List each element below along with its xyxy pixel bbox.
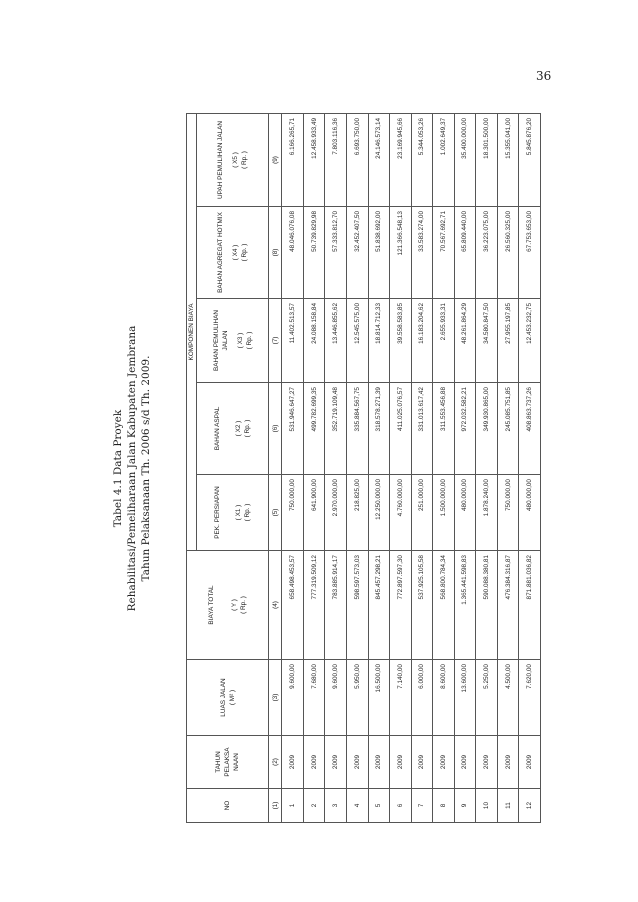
value-cell: 39.558.583,85 bbox=[390, 299, 412, 383]
table-row bbox=[497, 113, 519, 822]
value-cell: 476.384.316,87 bbox=[497, 551, 519, 660]
index-cell: (6) bbox=[269, 383, 282, 475]
row-number-cell: 2 bbox=[303, 789, 325, 823]
value-cell: 1.878.240,00 bbox=[476, 475, 498, 551]
value-cell: 777.319.509,12 bbox=[303, 551, 325, 660]
value-cell: 50.739.829,98 bbox=[303, 207, 325, 299]
header-x2-label: BAHAN ASPAL bbox=[214, 406, 221, 451]
project-data-table bbox=[186, 113, 541, 823]
caption-subtitle: Rehabilitasi/Pemeliharaan Jalan Kabupaten Jembrana bbox=[126, 325, 138, 612]
value-cell: 18.301.500,00 bbox=[476, 113, 498, 206]
value-cell: 972.032.582,21 bbox=[454, 383, 476, 475]
value-cell: 411.025.076,57 bbox=[390, 383, 412, 475]
value-cell: 845.457.298,21 bbox=[368, 551, 390, 660]
row-number-cell: 8 bbox=[433, 789, 455, 823]
value-cell: 7.620,00 bbox=[519, 660, 541, 736]
header-x5 bbox=[197, 113, 269, 206]
value-cell: 750.000,00 bbox=[497, 475, 519, 551]
row-number-cell: 12 bbox=[519, 789, 541, 823]
year-cell: 2009 bbox=[497, 736, 519, 789]
caption-period: Tahun Pelaksanaan Th. 2006 s/d Th. 2009. bbox=[140, 355, 152, 582]
value-cell: 7.680,00 bbox=[303, 660, 325, 736]
value-cell: 783.885.914,17 bbox=[325, 551, 347, 660]
value-cell: 5.250,00 bbox=[476, 660, 498, 736]
value-cell: 480.000,00 bbox=[454, 475, 476, 551]
header-x5-label: UPAH PEMULIHAN JALAN bbox=[217, 120, 224, 199]
year-cell: 2009 bbox=[325, 736, 347, 789]
value-cell: 590.088.380,81 bbox=[476, 551, 498, 660]
value-cell: 568.800.784,34 bbox=[433, 551, 455, 660]
table-row bbox=[476, 113, 498, 822]
value-cell: 9.600,00 bbox=[325, 660, 347, 736]
year-cell: 2009 bbox=[368, 736, 390, 789]
row-number-cell: 11 bbox=[497, 789, 519, 823]
header-x2-symbol: ( X2 ) bbox=[235, 420, 242, 437]
row-number-cell: 9 bbox=[454, 789, 476, 823]
caption-title: Tabel 4.1 Data Proyek bbox=[112, 409, 124, 528]
header-luas-jalan bbox=[187, 660, 269, 736]
value-cell: 537.925.105,58 bbox=[411, 551, 433, 660]
value-cell: 12.545.575,00 bbox=[346, 299, 368, 383]
table-row bbox=[411, 113, 433, 822]
value-cell: 772.897.597,30 bbox=[390, 551, 412, 660]
value-cell: 750.000,00 bbox=[282, 475, 304, 551]
header-biaya-unit: ( Rp. ) bbox=[240, 596, 247, 614]
header-luas-label: LUAS JALAN bbox=[219, 678, 227, 717]
value-cell: 48.046.076,08 bbox=[282, 207, 304, 299]
year-cell: 2009 bbox=[390, 736, 412, 789]
value-cell: 15.355.041,00 bbox=[497, 113, 519, 206]
table-row bbox=[519, 113, 541, 822]
header-x3 bbox=[197, 299, 269, 383]
header-no: NO bbox=[187, 789, 269, 823]
year-cell: 2009 bbox=[282, 736, 304, 789]
value-cell: 24.088.158,84 bbox=[303, 299, 325, 383]
table-body bbox=[269, 113, 541, 822]
year-cell: 2009 bbox=[303, 736, 325, 789]
index-cell: (3) bbox=[269, 660, 282, 736]
value-cell: 658.498.453,57 bbox=[282, 551, 304, 660]
year-cell: 2009 bbox=[519, 736, 541, 789]
value-cell: 598.597.573,03 bbox=[346, 551, 368, 660]
table-row bbox=[390, 113, 412, 822]
index-cell: (7) bbox=[269, 299, 282, 383]
value-cell: 5.344.053,26 bbox=[411, 113, 433, 206]
value-cell: 349.930.865,00 bbox=[476, 383, 498, 475]
table-row bbox=[303, 113, 325, 822]
value-cell: 871.881.036,82 bbox=[519, 551, 541, 660]
value-cell: 9.600,00 bbox=[282, 660, 304, 736]
header-x1-unit: ( Rp. ) bbox=[244, 503, 251, 522]
value-cell: 641.900,00 bbox=[303, 475, 325, 551]
value-cell: 4.500,00 bbox=[497, 660, 519, 736]
table-row bbox=[368, 113, 390, 822]
value-cell: 12.458.933,49 bbox=[303, 113, 325, 206]
header-x3-symbol: ( X3 ) bbox=[236, 332, 244, 349]
header-x3-label: BAHAN PEMULIHAN JALAN bbox=[212, 309, 229, 372]
table-caption bbox=[111, 114, 153, 823]
value-cell: 218.825,00 bbox=[346, 475, 368, 551]
index-cell: (4) bbox=[269, 551, 282, 660]
value-cell: 16.500,00 bbox=[368, 660, 390, 736]
header-x5-symbol: ( X5 ) bbox=[232, 152, 239, 168]
value-cell: 36.223.075,00 bbox=[476, 207, 498, 299]
row-number-cell: 1 bbox=[282, 789, 304, 823]
header-x5-unit: ( Rp. ) bbox=[241, 151, 248, 169]
header-x1 bbox=[197, 475, 269, 551]
value-cell: 35.400.000,00 bbox=[454, 113, 476, 206]
index-cell: (2) bbox=[269, 736, 282, 789]
value-cell: 499.782.699,35 bbox=[303, 383, 325, 475]
row-number-cell: 7 bbox=[411, 789, 433, 823]
value-cell: 18.814.712,33 bbox=[368, 299, 390, 383]
value-cell: 5.845.876,20 bbox=[519, 113, 541, 206]
value-cell: 70.567.692,71 bbox=[433, 207, 455, 299]
value-cell: 245.085.751,85 bbox=[497, 383, 519, 475]
value-cell: 7.803.116,36 bbox=[325, 113, 347, 206]
header-x4 bbox=[197, 207, 269, 299]
value-cell: 408.863.737,26 bbox=[519, 383, 541, 475]
value-cell: 1.002.649,37 bbox=[433, 113, 455, 206]
header-biaya-symbol: ( Y ) bbox=[231, 599, 238, 611]
header-x4-symbol: ( X4 ) bbox=[232, 244, 239, 261]
value-cell: 6.693.750,00 bbox=[346, 113, 368, 206]
rotated-table-block bbox=[111, 114, 543, 823]
header-x4-label: BAHAN AGREGAT HOTMIX bbox=[217, 212, 224, 293]
table-row bbox=[325, 113, 347, 822]
value-cell: 34.580.847,50 bbox=[476, 299, 498, 383]
index-cell: (1) bbox=[269, 789, 282, 823]
value-cell: 12.453.232,75 bbox=[519, 299, 541, 383]
year-cell: 2009 bbox=[476, 736, 498, 789]
value-cell: 480.000,00 bbox=[519, 475, 541, 551]
value-cell: 1.500.000,00 bbox=[433, 475, 455, 551]
index-cell: (5) bbox=[269, 475, 282, 551]
value-cell: 7.140,00 bbox=[390, 660, 412, 736]
value-cell: 6.166.265,71 bbox=[282, 113, 304, 206]
value-cell: 6.000,00 bbox=[411, 660, 433, 736]
header-x2 bbox=[197, 383, 269, 475]
value-cell: 1.365.441.598,83 bbox=[454, 551, 476, 660]
index-cell: (9) bbox=[269, 113, 282, 206]
table-row bbox=[282, 113, 304, 822]
value-cell: 352.719.109,48 bbox=[325, 383, 347, 475]
value-cell: 2.970.000,00 bbox=[325, 475, 347, 551]
value-cell: 67.753.653,00 bbox=[519, 207, 541, 299]
year-cell: 2009 bbox=[454, 736, 476, 789]
row-number-cell: 5 bbox=[368, 789, 390, 823]
value-cell: 2.655.933,31 bbox=[433, 299, 455, 383]
header-tahun: TAHUN PELAKSA NAAN bbox=[187, 736, 269, 789]
value-cell: 251.000,00 bbox=[411, 475, 433, 551]
value-cell: 12.250.000,00 bbox=[368, 475, 390, 551]
value-cell: 335.884.567,75 bbox=[346, 383, 368, 475]
row-number-cell: 4 bbox=[346, 789, 368, 823]
header-biaya-total bbox=[187, 551, 269, 660]
value-cell: 32.452.407,50 bbox=[346, 207, 368, 299]
value-cell: 51.838.692,00 bbox=[368, 207, 390, 299]
page-number: 36 bbox=[536, 69, 552, 83]
table-row bbox=[433, 113, 455, 822]
value-cell: 24.146.573,14 bbox=[368, 113, 390, 206]
header-x3-unit: ( Rp. ) bbox=[245, 331, 253, 350]
header-x1-symbol: ( X1 ) bbox=[235, 504, 242, 521]
value-cell: 318.578.271,39 bbox=[368, 383, 390, 475]
header-x2-unit: ( Rp. ) bbox=[244, 419, 251, 438]
value-cell: 311.553.456,88 bbox=[433, 383, 455, 475]
value-cell: 5.950,00 bbox=[346, 660, 368, 736]
header-x4-unit: ( Rp. ) bbox=[241, 243, 248, 262]
index-cell: (8) bbox=[269, 207, 282, 299]
value-cell: 27.955.197,85 bbox=[497, 299, 519, 383]
value-cell: 11.402.513,57 bbox=[282, 299, 304, 383]
header-komponen-biaya: KOMPONEN BIAYA bbox=[187, 113, 197, 550]
table-row bbox=[346, 113, 368, 822]
header-biaya-label: BIAYA TOTAL bbox=[208, 585, 215, 625]
column-index-row bbox=[269, 113, 282, 822]
row-number-cell: 6 bbox=[390, 789, 412, 823]
value-cell: 4.760.000,00 bbox=[390, 475, 412, 551]
value-cell: 13.600,00 bbox=[454, 660, 476, 736]
value-cell: 331.013.617,42 bbox=[411, 383, 433, 475]
row-number-cell: 10 bbox=[476, 789, 498, 823]
table-row bbox=[454, 113, 476, 822]
value-cell: 8.600,00 bbox=[433, 660, 455, 736]
value-cell: 33.583.274,00 bbox=[411, 207, 433, 299]
year-cell: 2009 bbox=[346, 736, 368, 789]
value-cell: 531.946.647,27 bbox=[282, 383, 304, 475]
value-cell: 13.446.855,62 bbox=[325, 299, 347, 383]
value-cell: 16.183.204,62 bbox=[411, 299, 433, 383]
header-luas-unit: ( M² ) bbox=[228, 689, 236, 706]
value-cell: 23.169.945,66 bbox=[390, 113, 412, 206]
row-number-cell: 3 bbox=[325, 789, 347, 823]
value-cell: 26.560.325,00 bbox=[497, 207, 519, 299]
value-cell: 121.366.548,13 bbox=[390, 207, 412, 299]
year-cell: 2009 bbox=[411, 736, 433, 789]
year-cell: 2009 bbox=[433, 736, 455, 789]
value-cell: 65.809.440,00 bbox=[454, 207, 476, 299]
header-x1-label: PEK. PERSIAPAN bbox=[214, 486, 221, 539]
value-cell: 48.261.864,29 bbox=[454, 299, 476, 383]
value-cell: 57.333.812,70 bbox=[325, 207, 347, 299]
